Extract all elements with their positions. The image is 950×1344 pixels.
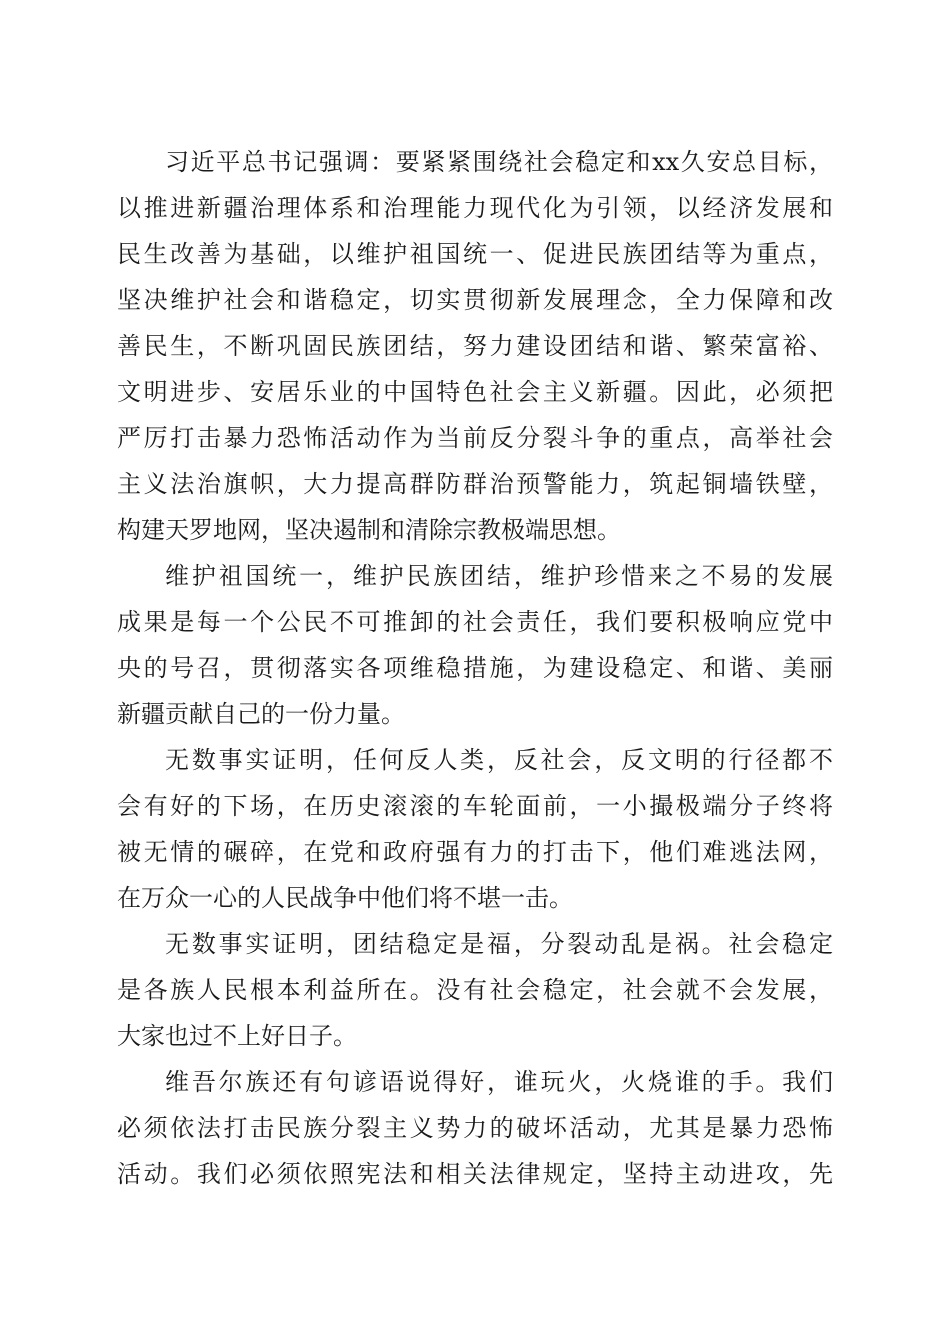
text-line: 文明进步、安居乐业的中国特色社会主义新疆。因此，必须把 — [117, 378, 833, 406]
paragraph-4 — [117, 921, 833, 1059]
text-line: 维吾尔族还有句谚语说得好，谁玩火，火烧谁的手。我们 — [165, 1068, 833, 1096]
text-line: 新疆贡献自己的一份力量。 — [117, 700, 405, 728]
text-line: 被无情的碾碎，在党和政府强有力的打击下，他们难逃法网， — [117, 838, 833, 866]
text-line: 是各族人民根本利益所在。没有社会稳定，社会就不会发展， — [117, 976, 833, 1004]
document-body — [117, 139, 833, 1197]
text-line: 活动。我们必须依照宪法和相关法律规定，坚持主动进攻，先 — [117, 1160, 833, 1188]
text-line: 成果是每一个公民不可推卸的社会责任，我们要积极响应党中 — [117, 608, 833, 636]
text-line: 构建天罗地网，坚决遏制和清除宗教极端思想。 — [117, 516, 621, 544]
text-line: 维护祖国统一，维护民族团结，维护珍惜来之不易的发展 — [165, 562, 833, 590]
text-line: 坚决维护社会和谐稳定，切实贯彻新发展理念，全力保障和改 — [117, 286, 833, 314]
paragraph-3 — [117, 737, 833, 921]
paragraph-2 — [117, 553, 833, 737]
text-line: 必须依法打击民族分裂主义势力的破坏活动，尤其是暴力恐怖 — [117, 1114, 833, 1142]
paragraph-5 — [117, 1059, 833, 1197]
text-line: 无数事实证明，任何反人类，反社会，反文明的行径都不 — [165, 746, 833, 774]
text-line: 在万众一心的人民战争中他们将不堪一击。 — [117, 884, 573, 912]
text-line: 无数事实证明，团结稳定是福，分裂动乱是祸。社会稳定 — [165, 930, 833, 958]
text-line: 习近平总书记强调：要紧紧围绕社会稳定和xx久安总目标， — [165, 148, 833, 176]
text-line: 央的号召，贯彻落实各项维稳措施，为建设稳定、和谐、美丽 — [117, 654, 833, 682]
paragraph-1 — [117, 139, 833, 553]
text-line: 民生改善为基础，以维护祖国统一、促进民族团结等为重点， — [117, 240, 833, 268]
text-line: 严厉打击暴力恐怖活动作为当前反分裂斗争的重点，高举社会 — [117, 424, 833, 452]
text-line: 会有好的下场，在历史滚滚的车轮面前，一小撮极端分子终将 — [117, 792, 833, 820]
text-line: 善民生，不断巩固民族团结，努力建设团结和谐、繁荣富裕、 — [117, 332, 833, 360]
text-line: 以推进新疆治理体系和治理能力现代化为引领，以经济发展和 — [117, 194, 833, 222]
text-line: 主义法治旗帜，大力提高群防群治预警能力，筑起铜墙铁壁， — [117, 470, 833, 498]
text-line: 大家也过不上好日子。 — [117, 1022, 357, 1050]
